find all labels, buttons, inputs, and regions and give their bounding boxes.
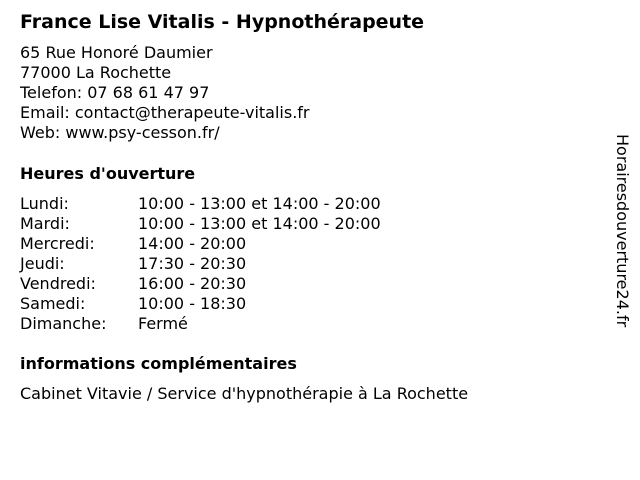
address-street: 65 Rue Honoré Daumier [20,43,213,62]
hours-heading: Heures d'ouverture [20,164,196,183]
info-text: Cabinet Vitavie / Service d'hypnothérapie à La Rochette [20,384,469,403]
side-brand-watermark: Horairesdouverture24.fr [613,134,632,328]
hours-day: Mardi: [20,214,70,233]
hours-day: Dimanche: [20,314,107,333]
hours-time: Fermé [138,314,188,333]
hours-time: 10:00 - 13:00 et 14:00 - 20:00 [138,214,381,233]
address-phone: Telefon: 07 68 61 47 97 [20,83,210,102]
hours-time: 17:30 - 20:30 [138,254,247,273]
address-email: Email: contact@therapeute-vitalis.fr [20,103,310,122]
address-block [20,43,310,143]
hours-time: 10:00 - 18:30 [138,294,247,313]
hours-day: Lundi: [20,194,69,213]
hours-day: Samedi: [20,294,86,313]
address-city: 77000 La Rochette [20,63,172,82]
hours-time: 16:00 - 20:30 [138,274,247,293]
address-web: Web: www.psy-cesson.fr/ [20,123,220,142]
info-heading: informations complémentaires [20,354,297,373]
hours-day: Mercredi: [20,234,95,253]
hours-day: Vendredi: [20,274,96,293]
hours-day: Jeudi: [20,254,65,273]
page-title: France Lise Vitalis - Hypnothérapeute [20,11,425,33]
hours-time: 10:00 - 13:00 et 14:00 - 20:00 [138,194,381,213]
hours-time: 14:00 - 20:00 [138,234,247,253]
